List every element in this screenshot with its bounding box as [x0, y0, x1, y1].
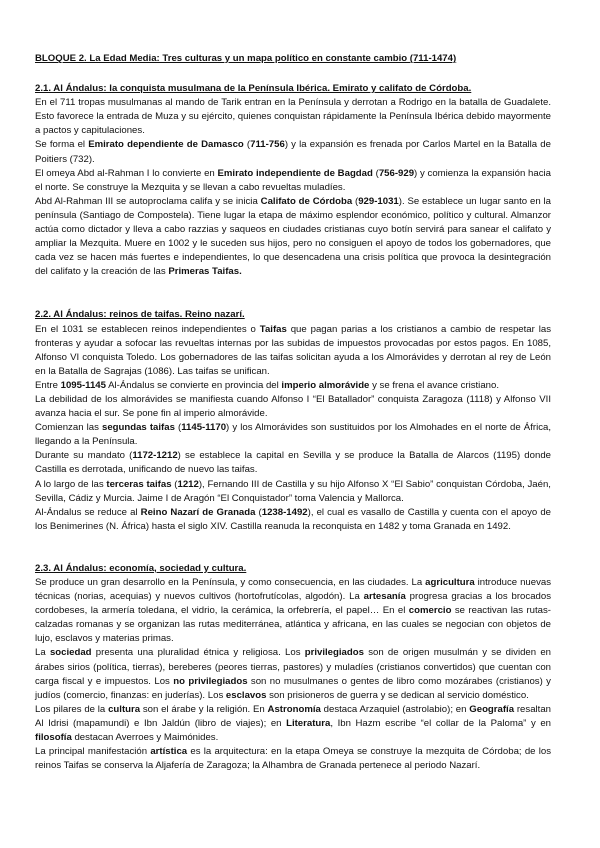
text-run: , Ibn Hazm escribe “el collar de la Paloma” y en: [330, 717, 551, 729]
text-run: A lo largo de las: [35, 478, 107, 490]
text-run: La debilidad de los almorávides se manifiesta cuando Alfonso I “El Batallador” conquista Zaragoza (1118) y Alfonso VII avanza hacia el sur. Se pone fin al imperio almorávide.: [35, 393, 551, 420]
text-run: (: [243, 139, 251, 151]
bold-term: Primeras Taifas.: [168, 266, 242, 278]
bold-term: agricultura: [425, 577, 475, 588]
bold-term: Emirato dependiente de Damasco: [88, 139, 244, 151]
text-run: son prisioneros de guerra y se dedican al servicio doméstico.: [266, 689, 529, 701]
text-run: Durante su mandato (: [35, 450, 133, 462]
text-run: ) y comienza la expansión hacia el norte. Se construye la Mezquita y se llevan a cabo revueltas muladíes.: [35, 167, 551, 193]
text-run: es la arquitectura: en la etapa Omeya se construye la mezquita de Córdoba; de los reinos Taifas se conserva la Aljafería de Zaragoza; la Alhambra de Granada pertenece al periodo Nazarí.: [35, 746, 551, 772]
text-run: (: [372, 167, 379, 179]
text-run: progresa gracias a los brocados cordobeses, la armería toledana, el vidrio, la cerámica, la orfebrería, el papel… En el: [35, 591, 551, 617]
bold-term: 1095-1145: [60, 379, 106, 391]
text-run: ) y la expansión es frenada por Carlos Martel en la Batalla de Poitiers (732).: [35, 139, 551, 165]
text-run: ) se establece la capital en Sevilla y se produce la Batalla de Alarcos (1195) donde Castilla es derrotada, unificando de nuevo las taifas.: [35, 450, 551, 476]
text-run: destacan Averroes y Maimónides.: [71, 732, 219, 744]
document-title: BLOQUE 2. La Edad Media: Tres culturas y un mapa político en constante cambio (711-1474): [35, 53, 457, 64]
text-run: La: [35, 647, 50, 659]
text-run: destaca Arzaquiel (astrolabio); en: [320, 703, 470, 715]
bold-term: cultura: [108, 703, 141, 715]
text-run: y se frena el avance cristiano.: [369, 379, 499, 391]
paragraph: [35, 745, 551, 773]
bold-term: Reino Nazarí de Granada: [140, 506, 256, 518]
paragraph: [35, 576, 551, 646]
text-run: que pagan parias a los cristianos a cambio de respetar las fronteras y ayudar a sofocar las revueltas internas por las subidas de impuestos provocadas por estos pagos. En 1085, Alfonso VI conquista Toledo. Los gobernadores de las taifas solicitan ayuda a los Almorávides y derrotan al rey de León en la Batalla de Sagrajas (1086). Las taifas se unifican.: [35, 323, 551, 377]
text-run: La principal manifestación: [35, 746, 151, 758]
section-heading: 2.1. Al Ándalus: la conquista musulmana de la Península Ibérica. Emirato y califato de Córdoba.: [35, 83, 472, 95]
paragraph: [35, 323, 551, 379]
text-run: presenta una pluralidad étnica y religiosa. Los: [91, 647, 305, 659]
bold-term: 711-756: [250, 139, 285, 151]
bold-term: artística: [150, 746, 188, 758]
bold-term: 1212: [177, 478, 199, 490]
paragraph: [35, 421, 551, 449]
paragraph: [35, 138, 551, 166]
section-heading: 2.3. Al Ándalus: economía, sociedad y cultura.: [35, 562, 247, 574]
bold-term: 756-929: [378, 167, 415, 179]
text-run: Se produce un gran desarrollo en la Península, y como consecuencia, en las ciudades. La: [35, 577, 426, 588]
text-run: introduce nuevas técnicas (norias, acequias) y nuevos cultivos (hortofrutícolas, algodón). La: [35, 577, 552, 603]
bold-term: filosofía: [35, 732, 72, 744]
section-body: [35, 323, 551, 534]
text-run: Comienzan las: [35, 422, 102, 434]
bold-term: sociedad: [49, 647, 92, 659]
text-run: En el 1031 se establecen reinos independientes o: [35, 323, 260, 335]
text-run: Los pilares de la: [35, 703, 109, 715]
text-run: son el árabe y la religión. En: [140, 703, 268, 715]
paragraph: [35, 393, 551, 421]
text-run: Entre: [35, 379, 61, 391]
bold-term: imperio almorávide: [281, 379, 370, 391]
text-run: Al-Ándalus se convierte en provincia del: [105, 379, 282, 391]
bold-term: Astronomía: [267, 703, 321, 715]
text-run: Se forma el: [35, 139, 89, 151]
section-2-1: [35, 82, 551, 279]
text-run: ) y los Almorávides son sustituidos por los Almohades en el norte de África, llegando a la Península.: [35, 422, 551, 448]
text-run: se reactivan las rutas-calzadas romanas y se organizan las rutas mediterránea, atlántica y africana, en las cuales se negocian con objetos de lujo, esclavos y materias primas.: [35, 605, 551, 645]
paragraph: [35, 96, 551, 138]
text-run: ), el cual es vasallo de Castilla y cuenta con el apoyo de los Benimerines (N. África) hasta el siglo XIV. Castilla reanuda la reconquista en 1482 y toma Granada en 1492.: [35, 506, 551, 532]
bold-term: Geografía: [469, 703, 515, 715]
text-run: (: [352, 195, 359, 207]
bold-term: Literatura: [286, 717, 331, 729]
bold-term: terceras taifas: [106, 478, 172, 490]
text-run: ), Fernando III de Castilla y su hijo Alfonso X “El Sabio” conquistan Córdoba, Jaén, Sevilla, Cádiz y Murcia. Jaime I de Aragón “El Conquistador” toma Valencia y Mallorca.: [35, 478, 551, 504]
bold-term: 929-1031: [358, 195, 399, 207]
text-run: son de origen musulmán y se dividen en árabes sirios (política, tierras), bereberes (peores tierras, pastores) y muladíes (cristianos convertidos) que cuentan con carga fiscal y e impuestos. Los: [35, 647, 552, 687]
paragraph: [35, 379, 551, 393]
bold-term: Califato de Córdoba: [260, 195, 353, 207]
section-2-3: [35, 562, 551, 773]
bold-term: comercio: [408, 605, 452, 617]
bold-term: Taifas: [259, 323, 287, 335]
text-run: (: [171, 478, 178, 490]
text-run: (: [255, 506, 262, 518]
bold-term: Emirato independiente de Bagdad: [217, 167, 373, 179]
section-body: [35, 96, 551, 279]
bold-term: 1145-1170: [181, 422, 227, 434]
paragraph: [35, 506, 551, 534]
document-page: [35, 52, 551, 773]
section-2-2: [35, 308, 551, 534]
text-run: El omeya Abd al-Rahman I lo convierte en: [35, 167, 218, 179]
bold-term: esclavos: [225, 689, 267, 701]
paragraph: [35, 195, 551, 280]
paragraph: [35, 646, 551, 702]
bold-term: segundas taifas: [101, 422, 175, 434]
section-heading: 2.2. Al Ándalus: reinos de taifas. Reino nazarí.: [35, 309, 245, 321]
text-run: resaltan Al Idrisi (mapamundi) e Ibn Jaldún (libro de viajes); en: [35, 703, 551, 729]
section-body: [35, 576, 551, 773]
bold-term: no privilegiados: [173, 675, 248, 687]
bold-term: 1172-1212: [132, 450, 178, 462]
text-run: (: [174, 422, 182, 434]
paragraph: [35, 449, 551, 477]
paragraph: [35, 167, 551, 195]
text-run: ). Se establece un lugar santo en la península (Santiago de Compostela). Tiene lugar la etapa de máximo esplendor económico, político y cultural. Almanzor actúa como dictador y lleva a cabo razzias y saqueos en ciudades cristianas cuyo botín servirá para sanear el califato y ampliar la Mezquita. Muere en 1002 y le suceden sus hijos, pero no consiguen el apoyo de todos los gobernadores, que cada vez se hacen más fuertes e independientes, lo que desencadena una crisis política que provoca la desintegración del califato y la creación de las: [35, 195, 551, 278]
text-run: son no musulmanes o gentes de libro como mozárabes (cristianos) y judíos (comercio, finanzas: en juderías). Los: [35, 675, 551, 701]
bold-term: privilegiados: [304, 647, 364, 659]
text-run: En el 711 tropas musulmanas al mando de Tarik entran en la Península y derrotan a Rodrigo en la batalla de Guadalete. Esto favorece la entrada de Muza y su ejército, quienes conquistan rápidamente la Península Ibérica debido mayormente a pactos y capitulaciones.: [35, 97, 551, 137]
bold-term: artesanía: [363, 591, 406, 603]
bold-term: 1238-1492: [261, 506, 308, 518]
paragraph: [35, 703, 551, 745]
text-run: Abd Al-Rahman III se autoproclama califa y se inicia: [35, 195, 261, 207]
paragraph: [35, 478, 551, 506]
text-run: Al-Ándalus se reduce al: [35, 506, 141, 518]
